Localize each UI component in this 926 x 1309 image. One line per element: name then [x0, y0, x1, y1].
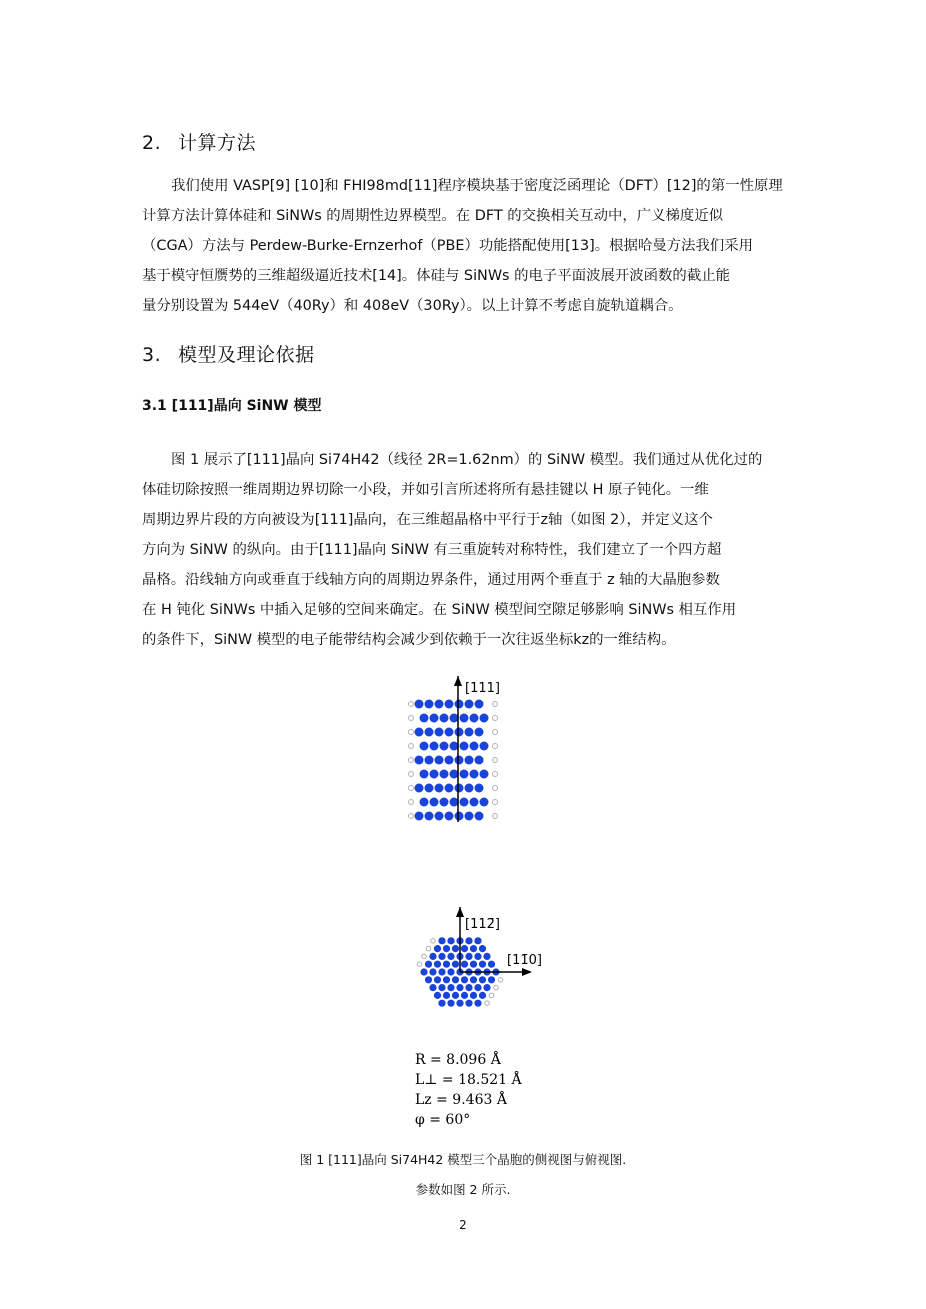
section-title: 模型及理论依据 [178, 344, 315, 366]
si-atom [455, 812, 464, 821]
figure-caption-note: 参数如图 2 所示. [415, 1182, 511, 1197]
si-atom [450, 714, 459, 723]
section-number: 2. [142, 132, 162, 154]
subsection-heading: 3.1 [111]晶向 SiNW 模型 [142, 398, 322, 414]
si-atom [470, 798, 479, 807]
si-atom [460, 770, 469, 779]
si-atom [479, 961, 486, 968]
paragraph-model [142, 445, 787, 655]
axis-arrow-icon [456, 907, 464, 917]
si-atom [465, 700, 474, 709]
h-atom [417, 962, 422, 967]
si-atom [440, 742, 449, 751]
si-atom [415, 812, 424, 821]
section-heading-2 [142, 128, 256, 155]
si-atom [480, 714, 489, 723]
h-atom [409, 786, 414, 791]
si-atom [452, 945, 459, 952]
si-atom [415, 700, 424, 709]
si-atom [483, 953, 490, 960]
text-line: 我们使用 VASP[9] [10]和 FHI98md[11]程序模块基于密度泛函理论（DFT）[12]的第一性原理 [171, 178, 783, 194]
si-atom [434, 945, 441, 952]
si-atom [455, 784, 464, 793]
h-atom [409, 814, 414, 819]
h-atom [498, 977, 503, 982]
h-atom [493, 716, 498, 721]
si-atom [475, 756, 484, 765]
si-atom [456, 1000, 463, 1007]
si-atom [470, 992, 477, 999]
si-atom [443, 992, 450, 999]
si-atom [456, 984, 463, 991]
si-atom [425, 728, 434, 737]
h-atom [431, 939, 436, 944]
section-heading-3 [142, 340, 315, 367]
si-atom [475, 700, 484, 709]
h-atom [409, 730, 414, 735]
si-atom [475, 784, 484, 793]
text-line: 周期边界片段的方向被设为[111]晶向，在三维超晶格中平行于z轴（如图 2），并定义这个 [142, 512, 713, 528]
si-atom [480, 770, 489, 779]
si-atom [443, 961, 450, 968]
section-number: 3. [142, 344, 162, 366]
param-lz: Lz = 9.463 Å [415, 1092, 507, 1108]
si-atom [474, 1000, 481, 1007]
si-atom [430, 742, 439, 751]
si-atom [455, 700, 464, 709]
si-atom [438, 953, 445, 960]
h-atom [409, 702, 414, 707]
si-atom [447, 984, 454, 991]
si-atom [420, 798, 429, 807]
si-atom [425, 756, 434, 765]
si-atom [438, 984, 445, 991]
si-atom [435, 700, 444, 709]
si-atom [435, 728, 444, 737]
text-line: （CGA）方法与 Perdew-Burke-Ernzerhof（PBE）功能搭配使用[13]。根据哈曼方法我们采用 [142, 238, 754, 254]
si-atom [420, 968, 427, 975]
text-line: 量分别设置为 544eV（40Ry）和 408eV（30Ry）。以上计算不考虑自旋轨道耦合。 [142, 298, 683, 314]
si-atom [445, 700, 454, 709]
si-atom [465, 784, 474, 793]
h-atom [485, 1001, 490, 1006]
si-atom [452, 961, 459, 968]
si-atom [480, 742, 489, 751]
si-atom [450, 798, 459, 807]
si-atom [429, 953, 436, 960]
si-atom [429, 984, 436, 991]
si-atom [460, 714, 469, 723]
si-atom [470, 945, 477, 952]
si-atom [488, 976, 495, 983]
si-atom [483, 984, 490, 991]
si-atom [465, 984, 472, 991]
si-atom [474, 984, 481, 991]
si-atom [445, 784, 454, 793]
si-atom [425, 784, 434, 793]
text-line: 基于模守恒赝势的三维超级逼近技术[14]。体硅与 SiNWs 的电子平面波展开波函数的截止能 [142, 268, 730, 284]
h-atom [493, 800, 498, 805]
side-view-wire [409, 700, 498, 821]
si-atom [455, 756, 464, 765]
si-atom [420, 770, 429, 779]
si-atom [452, 976, 459, 983]
si-atom [440, 798, 449, 807]
axis-label-112: [112̄] [465, 917, 500, 932]
si-atom [445, 756, 454, 765]
si-atom [450, 742, 459, 751]
si-atom [455, 728, 464, 737]
si-atom [465, 812, 474, 821]
si-atom [480, 798, 489, 807]
text-line: 在 H 钝化 SiNWs 中插入足够的空间来确定。在 SiNW 模型间空隙足够影响 SiNWs 相互作用 [142, 602, 737, 618]
si-atom [460, 798, 469, 807]
h-atom [493, 744, 498, 749]
si-atom [479, 976, 486, 983]
si-atom [443, 945, 450, 952]
si-atom [434, 961, 441, 968]
si-atom [461, 976, 468, 983]
si-atom [479, 945, 486, 952]
axis-arrow-icon [454, 676, 462, 686]
h-atom [409, 800, 414, 805]
si-atom [438, 1000, 445, 1007]
figure-caption: 图 1 [111]晶向 Si74H42 模型三个晶胞的侧视图与俯视图. [299, 1152, 627, 1167]
h-atom [409, 758, 414, 763]
si-atom [430, 770, 439, 779]
axis-arrow-icon [522, 968, 532, 976]
si-atom [461, 992, 468, 999]
si-atom [475, 728, 484, 737]
si-atom [425, 976, 432, 983]
si-atom [434, 976, 441, 983]
param-lperp: L⊥ = 18.521 Å [415, 1072, 522, 1088]
si-atom [447, 1000, 454, 1007]
h-atom [409, 744, 414, 749]
axis-label-111: [111] [465, 681, 500, 696]
si-atom [474, 937, 481, 944]
paragraph-methods [142, 171, 787, 321]
text-line: 的条件下，SiNW 模型的电子能带结构会减少到依赖于一次往返坐标kz的一维结构。 [142, 632, 676, 648]
text-line: 图 1 展示了[111]晶向 Si74H42（线径 2R=1.62nm）的 SiNW 模型。我们通过从优化过的 [171, 452, 763, 468]
h-atom [493, 772, 498, 777]
h-atom [422, 954, 427, 959]
param-phi: φ = 60° [415, 1112, 471, 1128]
si-atom [443, 976, 450, 983]
si-atom [435, 812, 444, 821]
text-line: 方向为 SiNW 的纵向。由于[111]晶向 SiNW 有三重旋转对称特性，我们建立了一个四方超 [142, 542, 722, 558]
si-atom [425, 961, 432, 968]
si-atom [420, 714, 429, 723]
h-atom [409, 772, 414, 777]
text-line: 晶格。沿线轴方向或垂直于线轴方向的周期边界条件，通过用两个垂直于 z 轴的大晶胞参数 [142, 572, 720, 588]
si-atom [461, 961, 468, 968]
si-atom [475, 812, 484, 821]
text-line: 体硅切除按照一维周期边界切除一小段，并如引言所述将所有悬挂键以 H 原子钝化。一维 [142, 482, 709, 498]
si-atom [450, 770, 459, 779]
si-atom [470, 961, 477, 968]
si-atom [430, 714, 439, 723]
si-atom [435, 784, 444, 793]
si-atom [425, 700, 434, 709]
si-atom [465, 728, 474, 737]
si-atom [470, 742, 479, 751]
si-atom [420, 742, 429, 751]
si-atom [445, 812, 454, 821]
si-atom [435, 756, 444, 765]
si-atom [465, 953, 472, 960]
h-atom [493, 730, 498, 735]
si-atom [465, 756, 474, 765]
h-atom [409, 716, 414, 721]
si-atom [415, 784, 424, 793]
h-atom [426, 946, 431, 951]
si-atom [438, 937, 445, 944]
si-atom [425, 812, 434, 821]
si-atom [447, 937, 454, 944]
si-atom [465, 937, 472, 944]
figure-1 [405, 672, 565, 1132]
si-atom [452, 992, 459, 999]
si-atom [447, 968, 454, 975]
si-atom [460, 742, 469, 751]
si-atom [415, 756, 424, 765]
h-atom [489, 993, 494, 998]
si-atom [438, 968, 445, 975]
nanowire-model-figure [405, 672, 565, 1132]
h-atom [493, 758, 498, 763]
page-number: 2 [459, 1218, 467, 1232]
h-atom [494, 985, 499, 990]
h-atom [493, 814, 498, 819]
si-atom [474, 953, 481, 960]
si-atom [445, 728, 454, 737]
si-atom [465, 1000, 472, 1007]
si-atom [440, 714, 449, 723]
axis-label-110: [11̄0] [507, 953, 542, 968]
h-atom [493, 702, 498, 707]
text-line: 计算方法计算体硅和 SiNWs 的周期性边界模型。在 DFT 的交换相关互动中，广义梯度近似 [142, 208, 724, 224]
si-atom [415, 728, 424, 737]
si-atom [488, 961, 495, 968]
si-atom [470, 714, 479, 723]
si-atom [470, 976, 477, 983]
si-atom [470, 770, 479, 779]
param-r: R = 8.096 Å [415, 1052, 501, 1068]
si-atom [479, 992, 486, 999]
h-atom [493, 786, 498, 791]
si-atom [430, 798, 439, 807]
si-atom [447, 953, 454, 960]
si-atom [440, 770, 449, 779]
si-atom [434, 992, 441, 999]
si-atom [461, 945, 468, 952]
si-atom [429, 968, 436, 975]
section-title: 计算方法 [178, 132, 257, 154]
